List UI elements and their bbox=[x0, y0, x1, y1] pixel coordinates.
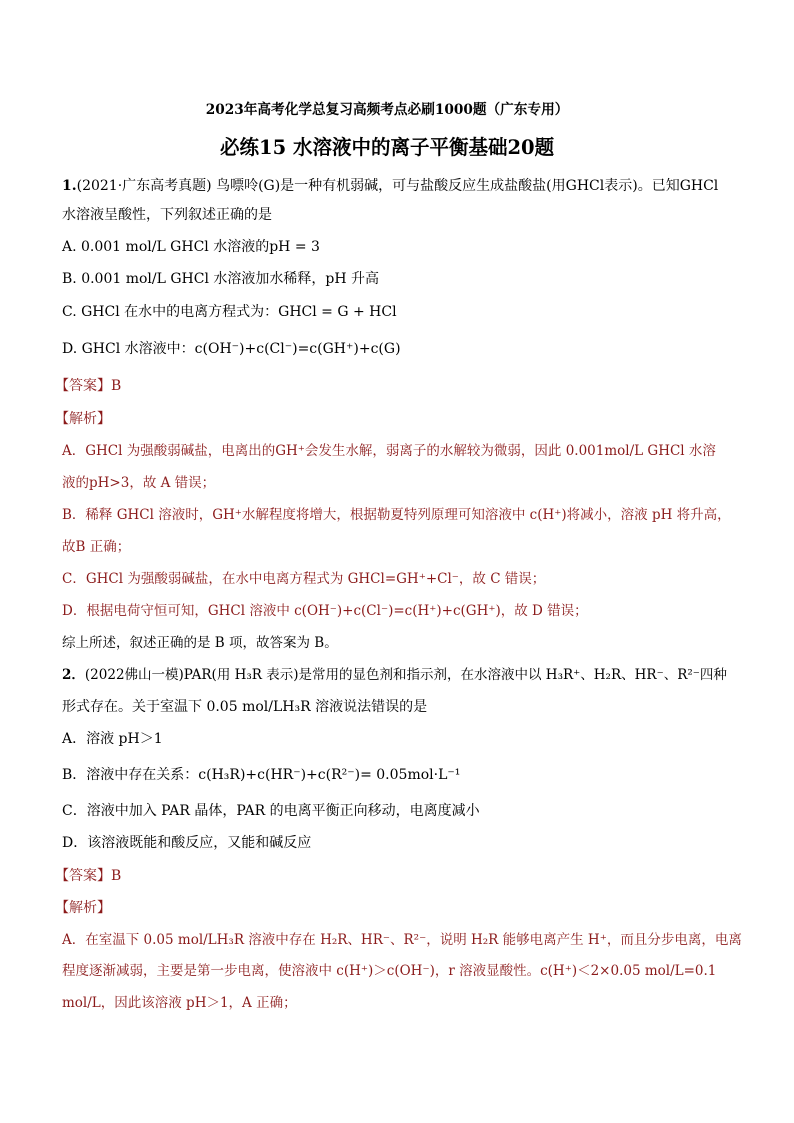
q1-analysis-line: 液的pH>3，故 A 错误； bbox=[62, 475, 216, 491]
q2-stem-text-1: (2022佛山一模)PAR(用 H₃R 表示)是常用的显色剂和指示剂，在水溶液中以 H₃R⁺、H₂R、HR⁻、R²⁻四种 bbox=[84, 667, 727, 683]
q2-analysis-line: mol/L，因此该溶液 pH＞1，A 正确； bbox=[62, 995, 297, 1011]
series-title: 2023年高考化学总复习高频考点必刷1000题（广东专用） bbox=[205, 102, 569, 118]
q1-analysis-line: D．根据电荷守恒可知，GHCl 溶液中 c(OH⁻)+c(Cl⁻)=c(H⁺)+c(GH⁺)，故 D 错误； bbox=[62, 603, 588, 619]
q1-option-d: D. GHCl 水溶液中：c(OH⁻)+c(Cl⁻)=c(GH⁺)+c(G) bbox=[62, 341, 401, 357]
q2-option-a: A．溶液 pH＞1 bbox=[62, 731, 163, 747]
q1-analysis-line: A．GHCl 为强酸弱碱盐，电离出的GH⁺会发生水解，弱离子的水解较为微弱，因此 0.001mol/L GHCl 水溶 bbox=[62, 443, 716, 459]
q1-analysis-line: C．GHCl 为强酸弱碱盐，在水中电离方程式为 GHCl=GH⁺+Cl⁻，故 C 错误； bbox=[62, 571, 546, 587]
q2-option-c: C．溶液中加入 PAR 晶体，PAR 的电离平衡正向移动，电离度减小 bbox=[62, 803, 480, 819]
q1-answer: 【答案】B bbox=[55, 378, 122, 394]
q2-number: 2． bbox=[62, 667, 85, 683]
q2-stem-line-2: 形式存在。关于室温下 0.05 mol/LH₃R 溶液说法错误的是 bbox=[62, 699, 428, 715]
q1-option-a: A. 0.001 mol/L GHCl 水溶液的pH = 3 bbox=[62, 239, 320, 255]
q1-analysis-line: B．稀释 GHCl 溶液时，GH⁺水解程度将增大，根据勒夏特列原理可知溶液中 c(H⁺)将减小，溶液 pH 将升高， bbox=[62, 507, 731, 523]
q1-stem-text-1: (2021·广东高考真题) 鸟嘌呤(G)是一种有机弱碱，可与盐酸反应生成盐酸盐(用GHCl表示)。已知GHCl bbox=[76, 178, 719, 194]
q2-option-b: B．溶液中存在关系：c(H₃R)+c(HR⁻)+c(R²⁻)= 0.05mol·L⁻¹ bbox=[62, 767, 461, 783]
q2-analysis-label: 【解析】 bbox=[55, 900, 111, 916]
q2-answer: 【答案】B bbox=[55, 868, 122, 884]
q2-analysis-line: A．在室温下 0.05 mol/LH₃R 溶液中存在 H₂R、HR⁻、R²⁻，说明 H₂R 能够电离产生 H⁺，而且分步电离，电离 bbox=[62, 932, 742, 948]
q1-analysis-label: 【解析】 bbox=[55, 411, 111, 427]
q1-conclusion: 综上所述，叙述正确的是 B 项，故答案为 B。 bbox=[62, 635, 338, 651]
q1-number: 1. bbox=[62, 178, 77, 194]
q1-option-c: C. GHCl 在水中的电离方程式为：GHCl = G + HCl bbox=[62, 304, 397, 320]
q1-analysis-line: 故B 正确； bbox=[62, 539, 131, 555]
q1-stem-line-2: 水溶液呈酸性，下列叙述正确的是 bbox=[62, 207, 272, 223]
q1-option-b: B. 0.001 mol/L GHCl 水溶液加水稀释，pH 升高 bbox=[62, 271, 380, 287]
chapter-title: 必练15 水溶液中的离子平衡基础20题 bbox=[220, 135, 555, 159]
q1-stem-line-1 bbox=[62, 176, 718, 196]
q2-option-d: D．该溶液既能和酸反应，又能和碱反应 bbox=[62, 835, 312, 851]
q2-stem-line-1 bbox=[62, 665, 727, 685]
q2-analysis-line: 程度逐渐减弱，主要是第一步电离，使溶液中 c(H⁺)＞c(OH⁻)，r 溶液显酸性。c(H⁺)＜2×0.05 mol/L=0.1 bbox=[62, 963, 717, 979]
